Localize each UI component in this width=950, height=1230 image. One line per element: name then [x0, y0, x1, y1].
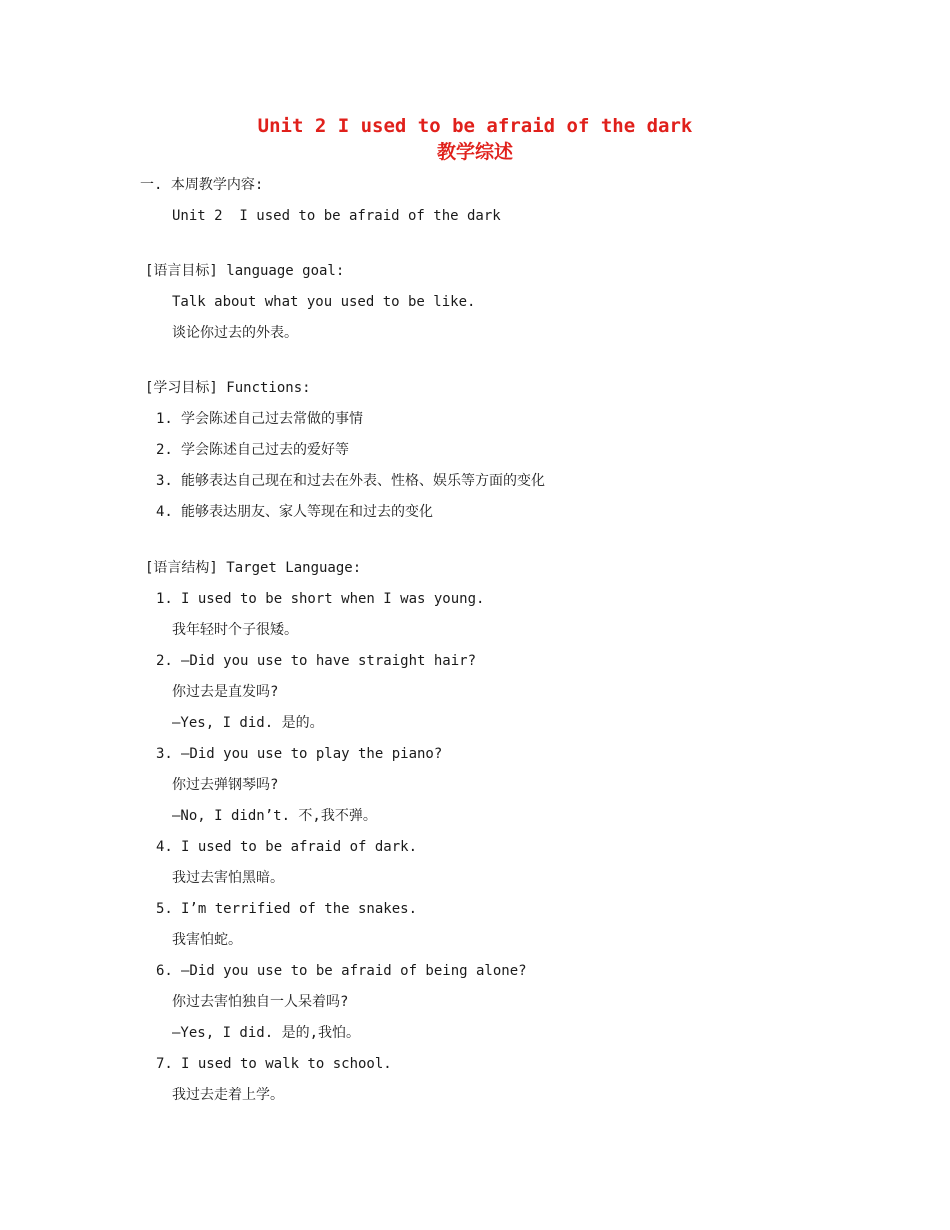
item-number: 2.: [156, 653, 173, 669]
item-text: 学会陈述自己过去常做的事情: [181, 411, 363, 427]
item-number: 6.: [156, 963, 173, 979]
sentence-text: —Did you use to have straight hair?: [181, 653, 477, 669]
sentence-cn: 我年轻时个子很矮。: [172, 622, 298, 638]
sentence-reply: —Yes, I did. 是的。: [172, 715, 324, 731]
item-number: 7.: [156, 1056, 173, 1072]
sentence-text: I used to be short when I was young.: [181, 591, 485, 607]
item-number: 4.: [156, 504, 173, 520]
sentence-en: [156, 837, 417, 857]
sentence-en: [156, 651, 476, 671]
sentence-en: [156, 589, 484, 609]
sentence-text: I used to walk to school.: [181, 1056, 392, 1072]
language-goal-en: Talk about what you used to be like.: [172, 294, 476, 310]
sentence-text: I’m terrified of the snakes.: [181, 901, 418, 917]
sentence-cn: 你过去弹钢琴吗?: [172, 777, 279, 793]
sentence-text: I used to be afraid of dark.: [181, 839, 418, 855]
sentence-cn: 我过去害怕黑暗。: [172, 870, 284, 886]
item-number: 3.: [156, 746, 173, 762]
sentence-cn: 我害怕蛇。: [172, 932, 242, 948]
function-item: [156, 409, 363, 429]
sentence-reply: —Yes, I did. 是的,我怕。: [172, 1025, 361, 1041]
document-subtitle: 教学综述: [436, 141, 513, 163]
function-item: [156, 502, 433, 522]
item-number: 3.: [156, 473, 173, 489]
language-goal-cn: 谈论你过去的外表。: [172, 325, 298, 341]
item-number: 1.: [156, 411, 173, 427]
functions-heading: [学习目标] Functions:: [145, 380, 311, 396]
unit-title-line: Unit 2 I used to be afraid of the dark: [172, 208, 501, 224]
item-number: 1.: [156, 591, 173, 607]
sentence-en: [156, 1054, 392, 1074]
item-number: 4.: [156, 839, 173, 855]
sentence-en: [156, 899, 417, 919]
document-title: Unit 2 I used to be afraid of the dark: [257, 115, 693, 137]
target-language-heading: [语言结构] Target Language:: [145, 560, 362, 576]
item-text: 能够表达朋友、家人等现在和过去的变化: [181, 504, 433, 520]
sentence-cn: 我过去走着上学。: [172, 1087, 284, 1103]
language-goal-heading: [语言目标] language goal:: [145, 263, 345, 279]
item-text: 学会陈述自己过去的爱好等: [181, 442, 349, 458]
sentence-text: —Did you use to play the piano?: [181, 746, 443, 762]
sentence-cn: 你过去害怕独自一人呆着吗?: [172, 994, 349, 1010]
sentence-text: —Did you use to be afraid of being alone?: [181, 963, 527, 979]
sentence-en: [156, 961, 527, 981]
function-item: [156, 471, 545, 491]
sentence-reply: —No, I didn’t. 不,我不弹。: [172, 808, 377, 824]
sentence-cn: 你过去是直发吗?: [172, 684, 279, 700]
function-item: [156, 440, 349, 460]
sentence-en: [156, 744, 442, 764]
section-heading-content: 一. 本周教学内容:: [140, 177, 264, 193]
item-number: 5.: [156, 901, 173, 917]
item-text: 能够表达自己现在和过去在外表、性格、娱乐等方面的变化: [181, 473, 545, 489]
item-number: 2.: [156, 442, 173, 458]
